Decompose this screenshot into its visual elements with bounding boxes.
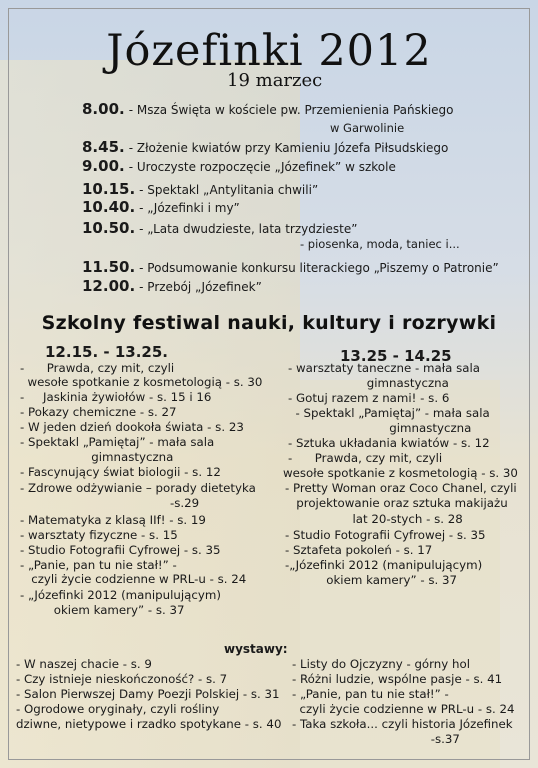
right-line: gimnastyczna	[288, 376, 449, 390]
exhibition-left: - W naszej chacie - s. 9	[16, 657, 152, 671]
program-item: 12.00. - Przebój „Józefinek”	[82, 277, 262, 295]
right-line: gimnastyczna	[288, 421, 472, 435]
exhibition-left: - Salon Pierwszej Damy Poezji Polskiej - s. 31	[16, 687, 280, 701]
right-line: - Studio Fotografii Cyfrowej - s. 35	[285, 528, 486, 542]
exhibition-left: - Ogrodowe oryginały, czyli rośliny	[16, 702, 220, 716]
right-line: - Pretty Woman oraz Coco Chanel, czyli	[285, 481, 517, 495]
left-line: - „Panie, pan tu nie stał!” -	[20, 558, 177, 572]
left-line: wesołe spotkanie z kosmetologią - s. 30	[20, 375, 263, 389]
festival-title: Szkolny festiwal nauki, kultury i rozrywki	[41, 312, 497, 334]
left-line: - Jaskinia żywiołów - s. 15 i 16	[20, 390, 212, 404]
program-item: 8.45. - Złożenie kwiatów przy Kamieniu Józefa Piłsudskiego	[82, 138, 449, 156]
right-line: - Gotuj razem z nami! - s. 6	[288, 391, 450, 405]
right-line: - Spektakl „Pamiętaj” - mała sala	[288, 406, 490, 420]
left-column-heading: 12.15. - 13.25.	[45, 343, 168, 361]
exhibition-right: czyli życie codzienne w PRL-u - s. 24	[292, 702, 515, 716]
left-line: - Pokazy chemiczne - s. 27	[20, 405, 177, 419]
right-line: - Prawda, czy mit, czyli	[288, 451, 443, 465]
right-line: - Sztafeta pokoleń - s. 17	[285, 543, 433, 557]
right-line: -„Józefinki 2012 (manipulującym)	[285, 558, 483, 572]
program-item: 9.00. - Uroczyste rozpoczęcie „Józefinek” w szkole	[82, 157, 396, 175]
left-line: - Prawda, czy mit, czyli	[20, 361, 175, 375]
exhibitions-heading: wystawy:	[224, 642, 288, 656]
right-line: - warsztaty taneczne - mała sala	[288, 361, 480, 375]
poster-title: Józefinki 2012	[106, 26, 432, 76]
right-line: projektowanie oraz sztuka makijażu	[285, 496, 508, 510]
exhibition-left: dziwne, nietypowe i rzadko spotykane - s. 40	[16, 717, 282, 731]
right-line: okiem kamery” - s. 37	[285, 573, 458, 587]
program-item: 8.00. - Msza Święta w kościele pw. Przemienienia Pańskiego	[82, 100, 454, 118]
left-line: - Zdrowe odżywianie – porady dietetyka	[20, 481, 256, 495]
exhibition-right: -s.37	[292, 732, 460, 746]
left-line: - Spektakl „Pamiętaj” - mała sala	[20, 435, 215, 449]
exhibition-right: - Taka szkoła... czyli historia Józefinek	[292, 717, 513, 731]
right-line: lat 20-stych - s. 28	[285, 512, 463, 526]
right-column-heading: 13.25 - 14.25	[340, 347, 452, 365]
exhibition-right: - „Panie, pan tu nie stał!” -	[292, 687, 449, 701]
exhibition-right: - Listy do Ojczyzny - górny hol	[292, 657, 470, 671]
exhibition-right: - Różni ludzie, wspólne pasje - s. 41	[292, 672, 503, 686]
left-line: - Fascynujący świat biologii - s. 12	[20, 465, 221, 479]
left-line: -s.29	[20, 496, 200, 510]
right-line: - Sztuka układania kwiatów - s. 12	[288, 436, 490, 450]
left-line: okiem kamery” - s. 37	[20, 603, 185, 617]
exhibition-left: - Czy istnieje nieskończoność? - s. 7	[16, 672, 228, 686]
left-line: - Matematyka z klasą IIf! - s. 19	[20, 513, 206, 527]
left-line: - Studio Fotografii Cyfrowej - s. 35	[20, 543, 221, 557]
program-item: 10.15. - Spektakl „Antylitania chwili”	[82, 180, 319, 198]
program-item: 11.50. - Podsumowanie konkursu literackiego „Piszemy o Patronie”	[82, 258, 499, 276]
left-line: - „Józefinki 2012 (manipulującym)	[20, 588, 221, 602]
right-line: wesołe spotkanie z kosmetologią - s. 30	[283, 466, 518, 480]
program-item: 10.40. - „Józefinki i my”	[82, 198, 240, 216]
left-line: gimnastyczna	[20, 450, 174, 464]
program-item: 10.50. - „Lata dwudzieste, lata trzydzieste”	[82, 219, 358, 237]
left-line: - warsztaty fizyczne - s. 15	[20, 528, 178, 542]
left-line: - W jeden dzień dookoła świata - s. 23	[20, 420, 244, 434]
program-item-cont: - piosenka, moda, taniec i...	[300, 237, 460, 251]
left-line: czyli życie codzienne w PRL-u - s. 24	[20, 572, 247, 586]
program-item-cont: w Garwolinie	[330, 121, 405, 135]
poster-date: 19 marzec	[227, 70, 323, 91]
